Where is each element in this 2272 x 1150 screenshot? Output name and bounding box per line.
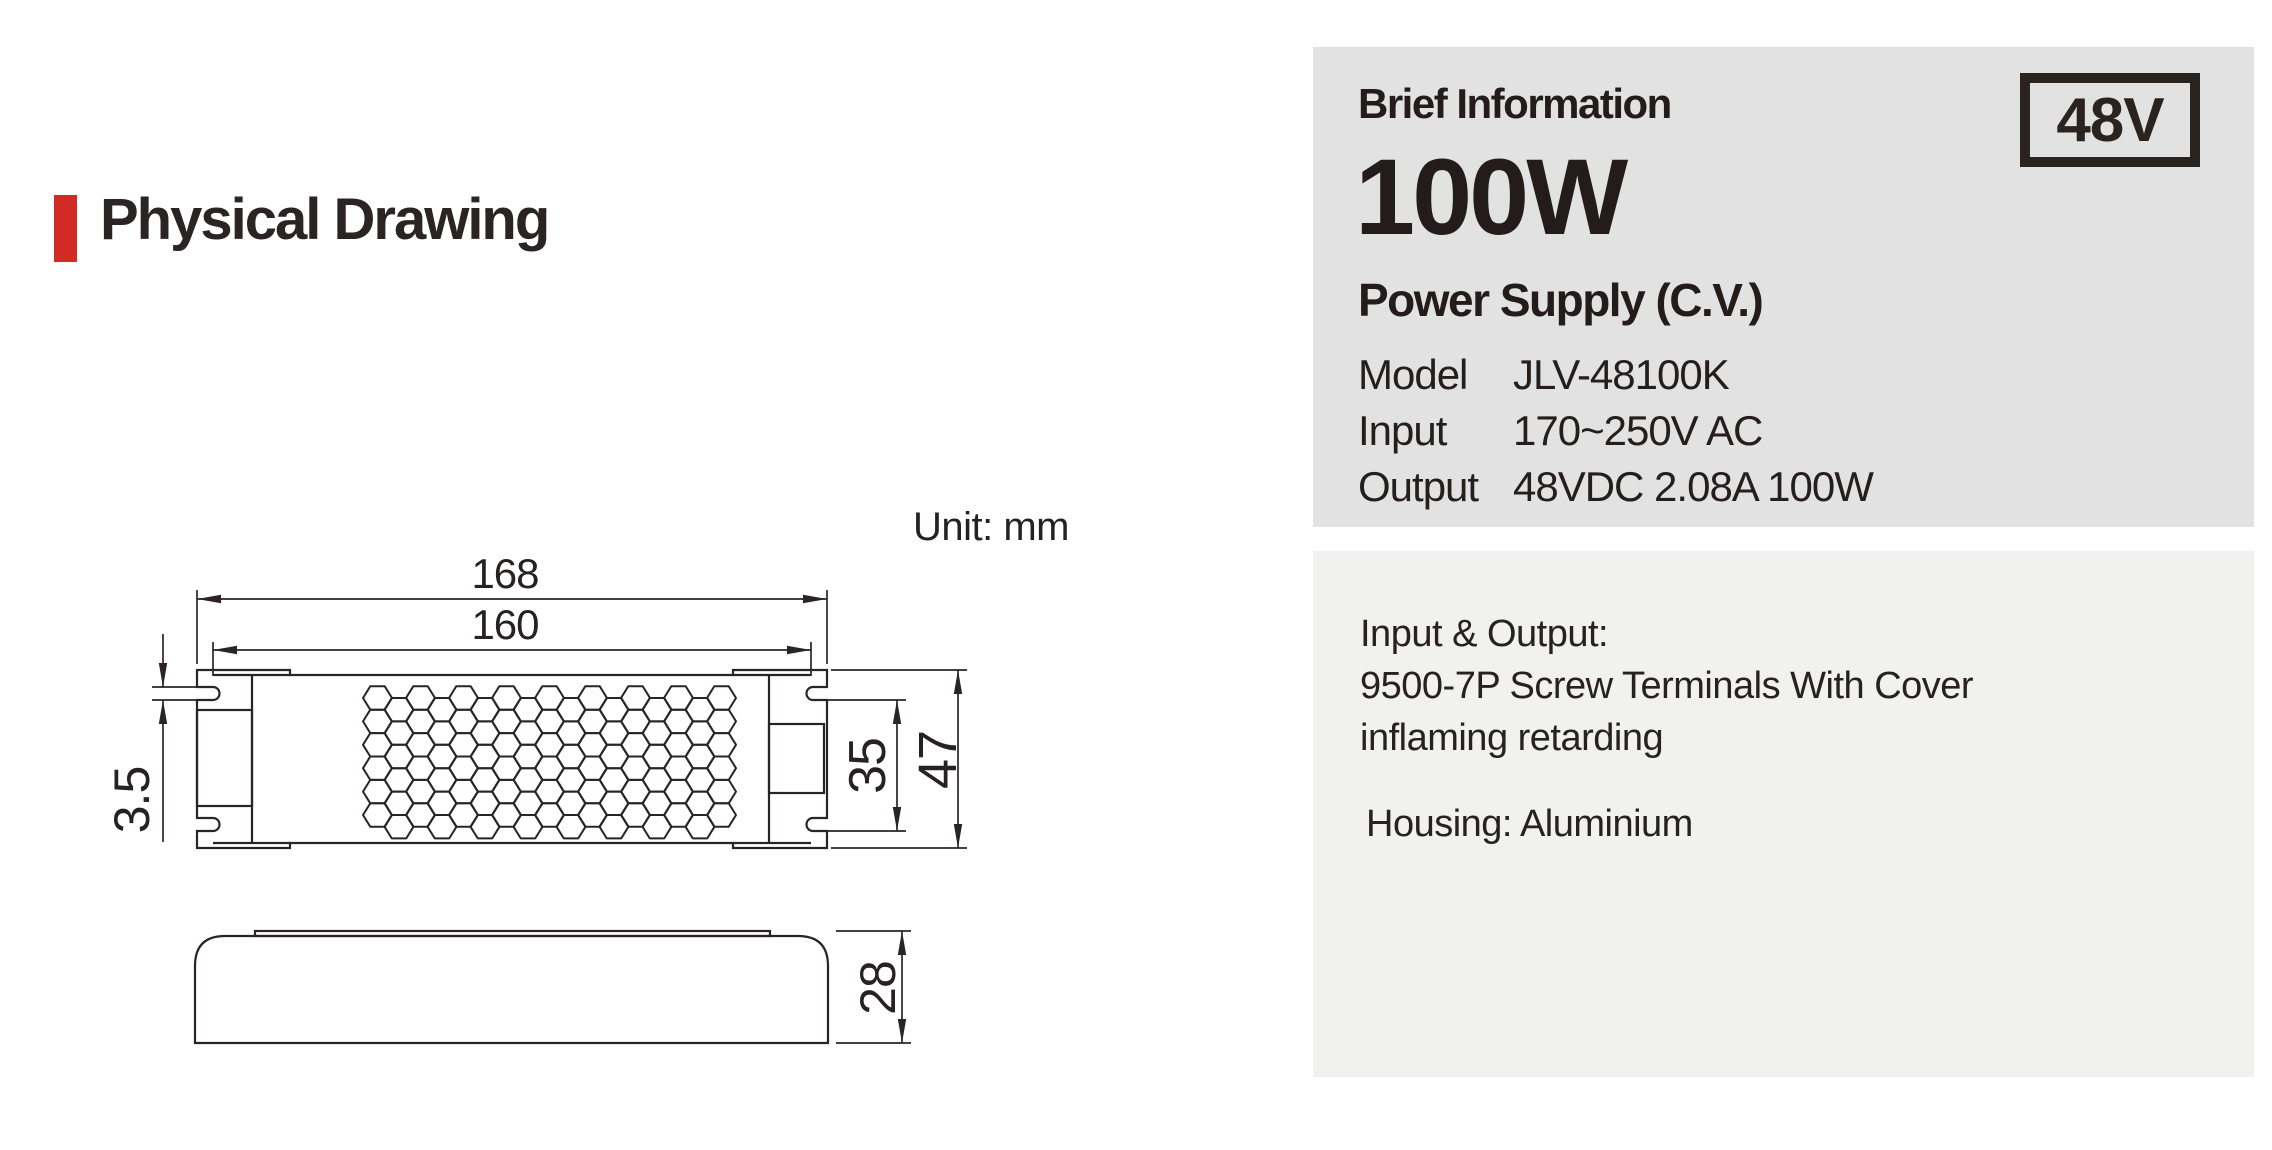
voltage-badge: 48V bbox=[2020, 73, 2200, 167]
spec-label: Model bbox=[1358, 351, 1468, 398]
io-line-3: inflaming retarding bbox=[1360, 717, 1664, 759]
dim-168: 168 bbox=[471, 550, 539, 597]
spec-value: 170~250V AC bbox=[1513, 407, 1763, 454]
io-details bbox=[1360, 608, 1973, 764]
spec-row-output bbox=[1358, 459, 1873, 515]
spec-row-model bbox=[1358, 347, 1873, 403]
plan-view bbox=[197, 670, 827, 848]
right-terminal-block bbox=[769, 724, 824, 793]
vent-hole bbox=[707, 757, 736, 780]
io-line-1: Input & Output: bbox=[1360, 613, 1609, 655]
spec-label: Output bbox=[1358, 463, 1479, 510]
page-title: Physical Drawing bbox=[100, 187, 549, 252]
side-outline bbox=[195, 936, 828, 1043]
wattage: 100W bbox=[1355, 136, 1626, 257]
side-view bbox=[195, 931, 828, 1043]
vent-hole bbox=[707, 780, 736, 803]
vent-hole bbox=[707, 686, 736, 709]
io-line-2: 9500-7P Screw Terminals With Cover bbox=[1360, 665, 1974, 707]
spec-list bbox=[1358, 347, 1873, 515]
spec-row-input bbox=[1358, 403, 1873, 459]
dim-160: 160 bbox=[471, 601, 539, 648]
dim-3p5: 3.5 bbox=[104, 766, 160, 834]
vent-hole bbox=[707, 733, 736, 756]
left-terminal-block bbox=[197, 710, 252, 806]
dimensions bbox=[104, 550, 968, 1043]
vent-hole bbox=[707, 803, 736, 826]
dim-35: 35 bbox=[839, 738, 897, 794]
dim-28: 28 bbox=[850, 961, 906, 1015]
honeycomb-vent bbox=[363, 686, 736, 838]
dim-47: 47 bbox=[908, 730, 968, 790]
spec-label: Input bbox=[1358, 407, 1447, 454]
details-panel bbox=[1313, 551, 2254, 1077]
unit-label: Unit: mm bbox=[913, 505, 1069, 549]
housing-line: Housing: Aluminium bbox=[1366, 803, 1693, 845]
spec-value: JLV-48100K bbox=[1513, 351, 1729, 398]
brief-information-panel bbox=[1313, 47, 2254, 527]
vent-hole bbox=[707, 710, 736, 733]
brief-subtitle: Power Supply (C.V.) bbox=[1358, 274, 1763, 326]
spec-value: 48VDC 2.08A 100W bbox=[1513, 463, 1873, 510]
brief-title: Brief Information bbox=[1358, 80, 1671, 127]
